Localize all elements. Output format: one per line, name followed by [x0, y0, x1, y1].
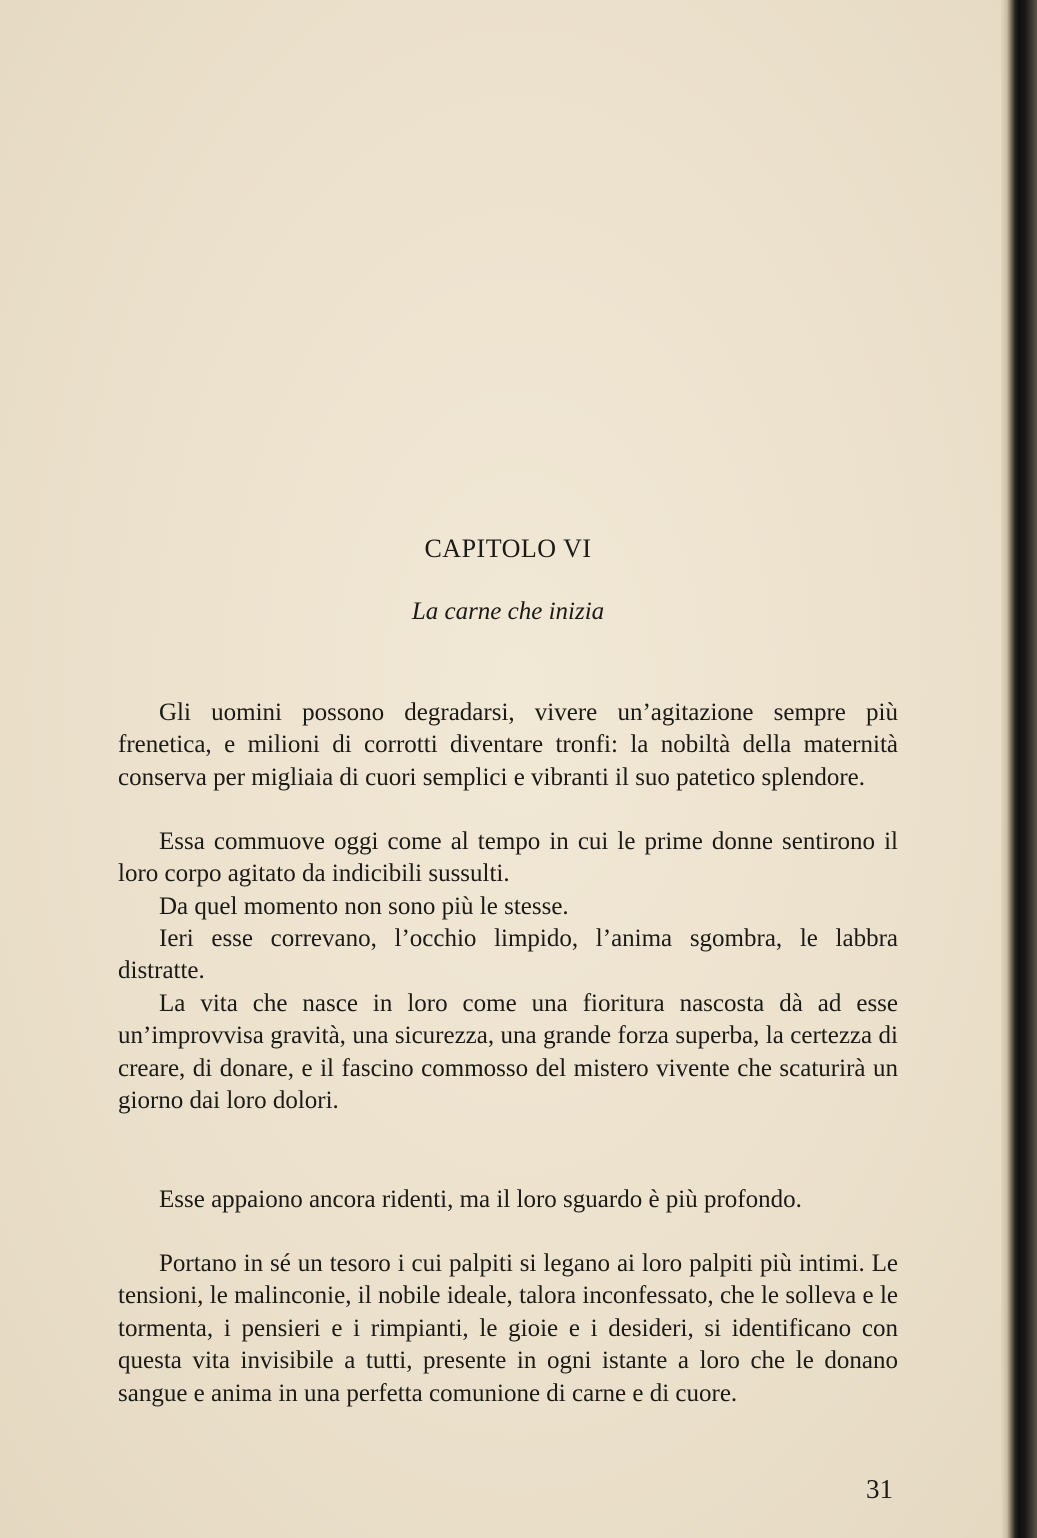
- book-spine-shadow: [1001, 0, 1037, 1538]
- page-number: 31: [866, 1474, 893, 1504]
- chapter-subtitle: La carne che inizia: [411, 598, 605, 625]
- paragraph-6: Esse appaiono ancora ridenti, ma il loro sguardo è più profondo.: [159, 1186, 802, 1213]
- paragraph-1: Gli uomini possono degradarsi, vivere un’agitazione sempre più frenetica, e milioni di corrotti diventare tronfi: la nobiltà della maternità conserva per migliaia di cuori semplici e vibranti il suo patetico splendore.: [118, 699, 898, 791]
- paragraph-7: Portano in sé un tesoro i cui palpiti si legano ai loro palpiti più intimi. Le tensioni, le malinconie, il nobile ideale, talora inconfessato, che le solleva e le tormenta, i pensieri e i rimpianti, le gioie e i desideri, si identificano con questa vita invisibile a tutti, presente in ogni istante a loro che le donano sangue e anima in una perfetta comunione di carne e di cuore.: [118, 1250, 898, 1407]
- chapter-title: CAPITOLO VI: [424, 534, 592, 563]
- paragraph-4: Ieri esse correvano, l’occhio limpido, l’anima sgombra, le labbra distratte.: [118, 925, 898, 985]
- paragraph-3: Da quel momento non sono più le stesse.: [159, 893, 569, 920]
- paragraph-5: La vita che nasce in loro come una fioritura nascosta dà ad esse un’improvvisa gravità, una sicurezza, una grande forza superba, la certezza di creare, di donare, e il fascino commosso del mistero vivente che scaturirà un giorno dai loro dolori.: [118, 990, 898, 1115]
- paragraph-2: Essa commuove oggi come al tempo in cui le prime donne sentirono il loro corpo agitato da indicibili sussulti.: [118, 828, 898, 888]
